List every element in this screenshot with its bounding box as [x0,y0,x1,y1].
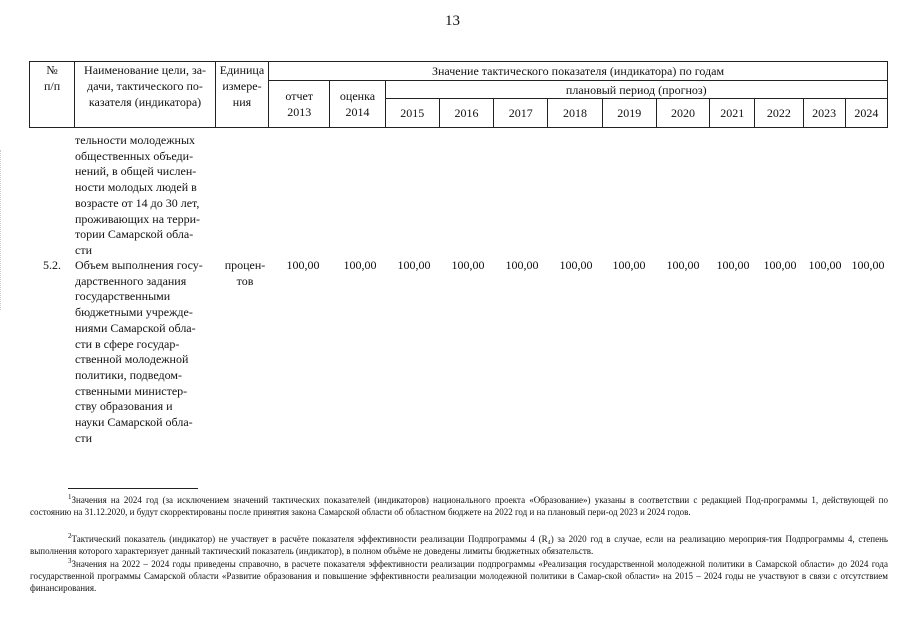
scan-margin-marks [0,150,15,310]
row-unit [220,258,270,289]
footnote-2-mark: 2 [68,532,72,540]
header-year-2019: 2019 [602,99,656,128]
continued-line: проживающих на терри- [75,211,201,226]
header-year-2024: 2024 [845,99,887,128]
continued-line: возрасте от 14 до 30 лет, [75,195,200,210]
continued-line: тельности молодежных [75,133,196,147]
header-number-line1: № [46,63,58,77]
header-number-line2: п/п [44,79,61,93]
row-desc-line: ственными министер- [75,383,188,398]
row-unit-line2: тов [236,273,254,288]
header-year-2021: 2021 [710,99,755,128]
row-desc-line: дарственного задания [75,273,187,288]
header-name-line3: казателя (индикатора) [88,95,202,109]
header-unit-line3: ния [232,95,252,109]
header-year-2020: 2020 [656,99,709,128]
value-2019: 100,00 [612,258,646,272]
footnote-3 [30,558,888,594]
indicator-table-header [29,61,888,128]
row-number: 5.2. [43,258,61,272]
footnote-2-text: Тактический показатель (индикатор) не участвует в расчёте показателя эффективности реализации Подпрограммы 4 (R₄) за 2020 год в случае, если на реализацию мероприя-тия Подпрограммы 4, степень выполнения которого характеризует данный тактический показатель (индикатор), в полном объёме не доведены лимиты бюджетных обязательств. [30,534,888,556]
row-desc-line: Объем выполнения госу- [75,258,203,272]
header-values-title: Значение тактического показателя (индикатора) по годам [269,62,888,81]
header-name-line2: дачи, тактического по- [87,79,203,93]
row-description [75,258,220,446]
value-2022: 100,00 [763,258,797,272]
value-2017: 100,00 [505,258,539,272]
value-2015: 100,00 [397,258,431,272]
continued-line: ности молодых людей в [75,180,197,195]
header-estimate-label: оценка [339,89,376,103]
header-year-2018: 2018 [548,99,602,128]
footnote-3-text: Значения на 2022 – 2024 годы приведены справочно, в расчете показателя эффективности реализации подпрограммы «Реализация государственной молодежной политики в Самарской области» до 2024 года государственной программы Самарской области «Развитие образования и повышение эффективности реализации молодежной политики в Самар-ской области» на 2015 – 2024 годы не участвуют в связи с отсутствием финансирования. [30,559,888,593]
header-estimate-cell [330,81,385,128]
header-year-2023: 2023 [803,99,845,128]
row-desc-line: ству образования и [75,399,173,414]
header-estimate-year: 2014 [345,105,370,119]
header-unit-cell [215,62,268,128]
header-planned-period: плановый период (прогноз) [385,81,887,99]
header-name-line1: Наименование цели, за- [84,63,207,77]
header-year-2022: 2022 [755,99,803,128]
continued-line: тории Самарской обла- [75,227,194,242]
header-unit-line1: Единица [219,63,265,77]
continued-line: нений, в общей числен- [75,164,197,179]
row-desc-line: сти в сфере государ- [75,336,180,351]
header-unit-line2: измере- [222,79,262,93]
header-report-cell [269,81,330,128]
header-number-cell [30,62,75,128]
value-2013: 100,00 [286,258,320,272]
row-desc-line: сти [75,430,92,445]
continued-description [75,133,220,259]
footnote-1-mark: 1 [68,493,72,501]
header-year-2017: 2017 [494,99,548,128]
header-report-year: 2013 [287,105,312,119]
footnote-3-mark: 3 [68,557,72,565]
row-desc-line: политики, подведом- [75,367,183,382]
page-number: 13 [445,13,460,29]
header-year-2015: 2015 [385,99,439,128]
value-2020: 100,00 [666,258,700,272]
row-desc-line: науки Самарской обла- [75,415,193,430]
header-name-cell [75,62,216,128]
row-desc-line: государственными [75,289,171,304]
value-2021: 100,00 [716,258,750,272]
continued-line: сти [75,242,92,257]
value-2024: 100,00 [851,258,885,272]
row-unit-line1: процен- [224,258,266,272]
footnote-separator [68,488,198,489]
footnote-2 [30,533,888,557]
footnote-1 [30,494,888,518]
continued-line: общественных объеди- [75,148,194,163]
value-2014: 100,00 [343,258,377,272]
value-2018: 100,00 [559,258,593,272]
row-desc-line: ниями Самарской обла- [75,320,196,335]
footnote-1-text: Значения на 2024 год (за исключением значений тактических показателей (индикаторов) национального проекта «Образование») указаны в соответствии с редакцией Под-программы 1, действующей по состоянию на 31.12.2020, и будут скорректированы после принятия закона Самарской области об областном бюджете на 2022 год и на плановый пери-од 2023 и 2024 годов. [30,495,888,517]
header-year-2016: 2016 [439,99,493,128]
row-desc-line: ственной молодежной [75,352,189,367]
row-desc-line: бюджетными учрежде- [75,305,193,320]
value-2016: 100,00 [451,258,485,272]
value-2023: 100,00 [808,258,842,272]
header-report-label: отчет [285,89,314,103]
